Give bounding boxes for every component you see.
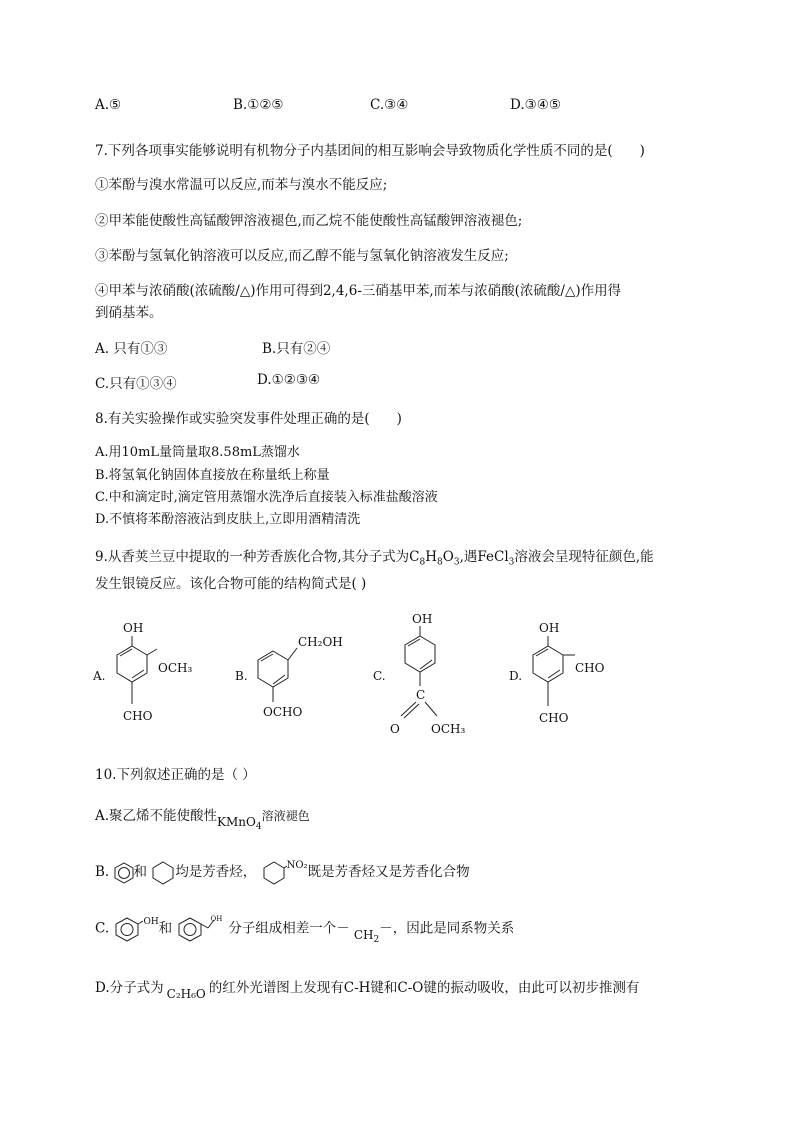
q9-fecl-sub: 3: [508, 557, 515, 568]
q9-formula-o: O: [442, 549, 454, 565]
q9-fecl: FeCl: [477, 549, 509, 565]
q6-option-c: C.③④: [370, 97, 409, 113]
q9-formula-c: C: [409, 549, 420, 565]
structure-a-label: A.: [93, 669, 106, 683]
q9-structures: [85, 608, 685, 748]
q7-option-a: A. 只有①③: [95, 341, 168, 357]
q10-b-no2: NO₂: [286, 860, 308, 871]
structure-c: [373, 612, 465, 736]
benzene-ring-b: [258, 651, 288, 687]
q7-fact-2: ②甲苯能使酸性高锰酸钾溶液褪色,而乙烷不能使酸性高锰酸钾溶液褪色;: [95, 213, 523, 229]
q9-formula-h-sub: 8: [437, 557, 443, 568]
q9-stem-line2: 发生银镜反应。该化合物可能的结构简式是( ): [95, 576, 367, 592]
q10-option-a: [95, 804, 310, 832]
q10-a-kmno4: KMnO: [217, 815, 256, 829]
q7-stem: 7.下列各项事实能够说明有机物分子内基团间的相互影响会导致物质化学性质不同的是( ): [95, 143, 645, 159]
q8-option-b: B.将氢氧化钠固体直接放在称量纸上称量: [95, 468, 330, 483]
structure-b-label: B.: [235, 669, 248, 683]
q10-b-mid: 均是芳香烃，: [175, 864, 257, 880]
q9-stem-part1: 9.从香荚兰豆中提取的一种芳香族化合物,其分子式为: [95, 549, 410, 565]
q7-option-d: D.①②③④: [257, 372, 321, 388]
cyclohexane-icon: [151, 861, 175, 885]
q7-option-b: B.只有②④: [262, 341, 331, 357]
q10-c-ch2-sub: 2: [373, 934, 380, 945]
q6-option-d: D.③④⑤: [510, 97, 561, 113]
q10-c-and: 和: [158, 920, 173, 937]
q7-fact-4: ④甲苯与浓硝酸(浓硫酸/△)作用可得到2,4,6-三硝基甲苯,而苯与浓硝酸(浓硫酸/△)作用得: [95, 283, 622, 299]
q10-stem: 10.下列叙述正确的是（ ）: [95, 767, 256, 783]
q10-a-kmno4-sub: 4: [255, 822, 262, 832]
q8-stem: 8.有关实验操作或实验突发事件处理正确的是( ): [95, 411, 402, 427]
benzene-ring-c: [405, 636, 435, 672]
q7-fact-1: ①苯酚与溴水常温可以反应,而苯与溴水不能反应;: [95, 177, 388, 193]
q10-d-text1: D.分子式为: [95, 980, 164, 996]
structure-a: [92, 621, 192, 723]
structure-d-cho-1: CHO: [575, 661, 605, 675]
structure-b-ch2oh: CH₂OH: [298, 635, 343, 649]
structure-d-label: D.: [509, 669, 523, 683]
benzene-ring-a: [117, 646, 147, 682]
q8-option-c: C.中和滴定时,滴定管用蒸馏水洗净后直接装入标准盐酸溶液: [95, 490, 438, 505]
structure-c-carbon: C: [416, 688, 426, 702]
q10-c-prefix: C.: [95, 920, 110, 937]
q10-a-text1: A.聚乙烯不能使酸性: [95, 808, 218, 824]
benzene-ring-d: [533, 646, 563, 682]
structure-b: [235, 635, 343, 719]
q7-option-c: C.只有①③④: [95, 376, 177, 392]
q10-a-text2: 溶液褪色: [261, 809, 310, 823]
q10-b-prefix: B.: [95, 864, 110, 880]
q6-option-a: A.⑤: [95, 97, 122, 113]
q9-formula-h: H: [425, 549, 438, 565]
q7-fact-4-cont: 到硝基苯。: [95, 305, 163, 321]
q10-c-ch2: CH: [353, 927, 374, 942]
q9-formula-o-sub: 3: [453, 557, 460, 568]
benzene-icon: [114, 862, 134, 884]
q6-option-b: B.①②⑤: [233, 97, 284, 113]
structure-a-oh: OH: [123, 621, 144, 635]
q9-stem-part2: ,遇: [459, 549, 478, 565]
structure-d: [509, 621, 605, 725]
q10-c-oh1: OH: [143, 916, 159, 927]
q10-b-end: 既是芳香烃又是芳香化合物: [307, 864, 470, 880]
structure-c-och3: OCH₃: [431, 722, 466, 736]
q7-fact-3: ③苯酚与氢氧化钠溶液可以反应,而乙醇不能与氢氧化钠溶液发生反应;: [95, 248, 509, 264]
q10-b-and: 和: [133, 864, 148, 880]
structure-c-oh: OH: [412, 612, 433, 626]
q10-option-b: [95, 860, 470, 885]
q10-c-end: －，因此是同系物关系: [379, 920, 515, 937]
q9-formula-c-sub: 8: [419, 557, 426, 568]
q10-d-text2: 的红外光谱图上发现有C-H键和C-O键的振动吸收，由此可以初步推测有: [208, 980, 640, 996]
structure-d-oh: OH: [539, 621, 560, 635]
phenol-ring-icon: [113, 916, 143, 942]
q10-option-d: [95, 976, 640, 1001]
q9-stem-line1: [95, 545, 654, 568]
structure-b-ocho: OCHO: [263, 705, 303, 719]
q10-c-oh2: OH: [210, 914, 223, 923]
q8-option-a: A.用10mL量筒量取8.58mL蒸馏水: [95, 445, 300, 460]
q10-option-c: [95, 914, 515, 945]
q9-stem-part3: 溶液会呈现特征颜色,能: [514, 549, 654, 565]
structure-a-cho: CHO: [123, 709, 153, 723]
structure-a-och3: OCH₃: [158, 661, 193, 675]
cyclohexyl-ring-icon: [261, 861, 287, 885]
structure-c-o: O: [390, 722, 400, 736]
q10-d-formula: C₂H₆O: [166, 987, 206, 1001]
structure-d-cho-2: CHO: [539, 711, 569, 725]
q10-c-mid: 分子组成相差一个－: [228, 920, 350, 937]
structure-c-label: C.: [373, 669, 386, 683]
q8-option-d: D.不慎将苯酚溶液沾到皮肤上,立即用酒精清洗: [95, 512, 361, 527]
